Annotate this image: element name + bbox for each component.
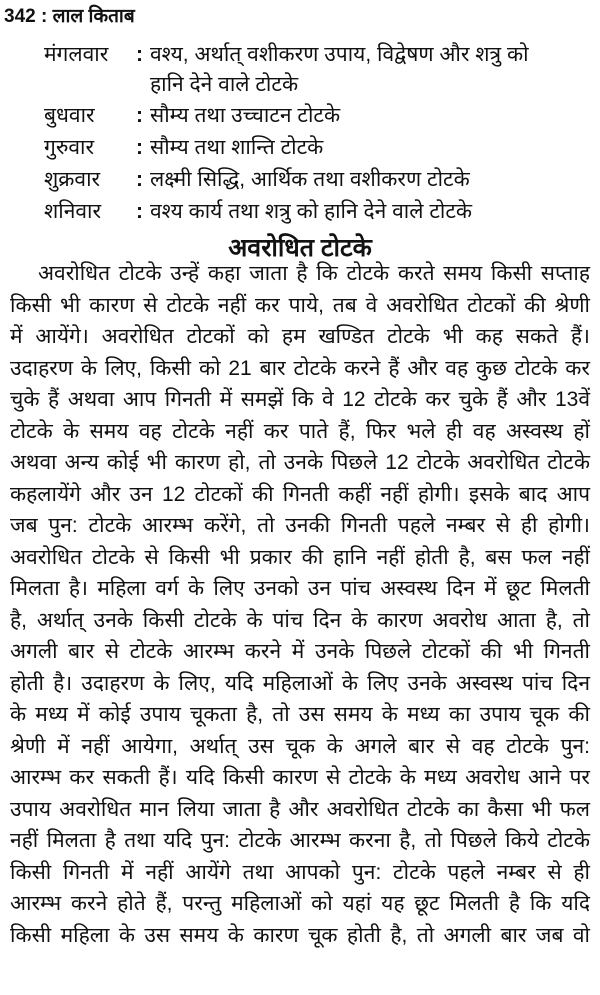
paragraph-line: आरम्भ कर सकती हैं। यदि किसी कारण से टोटके के मध्य अवरोध आने पर (10, 766, 590, 789)
paragraph-line: टोटके के समय वह टोटके नहीं कर पाते हैं, फिर भले ही वह अस्वस्थ हों (10, 419, 590, 443)
colon: : (136, 200, 143, 223)
running-header (4, 2, 135, 28)
weekday-label: बुधवार (44, 104, 95, 127)
paragraph-line: अवरोधित टोटके से किसी भी प्रकार की हानि नहीं होती है, बस फल नहीं (10, 545, 590, 569)
schedule-description: वश्य कार्य तथा शत्रु को हानि देने वाले टोटके (150, 200, 473, 223)
weekday-label: शनिवार (44, 200, 102, 223)
paragraph-line: किसी भी कारण से टोटके नहीं कर पाये, तब वे अवरोधित टोटकों की श्रेणी (10, 293, 590, 317)
schedule-row (44, 197, 472, 225)
paragraph-line: अगली बार से टोटके आरम्भ करने में उनके पिछले टोटकों की भी गिनती (10, 640, 590, 663)
header-separator: : (40, 6, 48, 27)
paragraph-line: आरम्भ करने होते हैं, परन्तु महिलाओं को यहां यह छूट मिलती है कि यदि (10, 892, 590, 915)
schedule-row (44, 40, 529, 68)
schedule-row (44, 101, 340, 129)
paragraph-line: श्रेणी में नहीं आयेगा, अर्थात् उस चूक के अगले बार से वह टोटके पुन: (10, 734, 590, 758)
paragraph-line: अवरोधित टोटके उन्हें कहा जाता है कि टोटके करते समय किसी सप्ताह (38, 262, 590, 285)
paragraph-line: के मध्य में कोई उपाय चूकता है, तो उस समय के मध्य का उपाय चूक की (10, 703, 590, 726)
schedule-row (44, 165, 470, 193)
colon: : (136, 168, 143, 191)
paragraph-line: होती है। उदाहरण के लिए, यदि महिलाओं के लिए उनके अस्वस्थ पांच दिन (10, 671, 590, 695)
paragraph-line: किसी गिनती में नहीं आयेंगे तथा आपको पुन: टोटके पहले नम्बर से ही (10, 860, 590, 884)
page-number: 342 (4, 6, 36, 27)
paragraph-line: नहीं मिलता है तथा यदि पुन: टोटके आरम्भ करना है, तो पिछले किये टोटके (10, 829, 590, 852)
paragraph-line: अथवा अन्य कोई भी कारण हो, तो उनके पिछले 12 टोटके अवरोधित टोटके (10, 451, 590, 474)
weekday-label: शुक्रवार (44, 168, 101, 191)
paragraph-line: चुके हैं अथवा आप गिनती में समझें कि वे 12 टोटके कर चुके हैं और 13वें (10, 388, 590, 411)
colon: : (136, 43, 143, 66)
schedule-description: सौम्य तथा शान्ति टोटके (150, 136, 324, 159)
colon: : (136, 104, 143, 127)
paragraph-line: कहलायेंगे और उन 12 टोटकों की गिनती कहीं नहीं होगी। इसके बाद आप (10, 482, 590, 506)
paragraph-line: मिलता है। महिला वर्ग के लिए उनको उन पांच अस्वस्थ दिन में छूट मिलती (10, 577, 590, 600)
paragraph-line: जब पुन: टोटके आरम्भ करेंगे, तो उनकी गिनती पहले नम्बर से ही होगी। (10, 514, 590, 537)
schedule-description-continued: हानि देने वाले टोटके (150, 73, 299, 96)
paragraph-line: में आयेंगे। अवरोधित टोटकों को हम खण्डित टोटके भी कह सकते हैं। (10, 325, 590, 348)
schedule-description: वश्य, अर्थात् वशीकरण उपाय, विद्वेषण और शत्रु को (150, 43, 529, 66)
schedule-row (44, 133, 323, 161)
book-title: लाल किताब (52, 6, 135, 27)
paragraph-line: उदाहरण के लिए, किसी को 21 बार टोटके करने हैं और वह कुछ टोटके कर (10, 356, 590, 380)
paragraph-line: है, अर्थात् उनके किसी टोटके के पांच दिन के कारण अवरोध आता है, तो (10, 608, 590, 632)
weekday-label: मंगलवार (44, 43, 109, 66)
paragraph-line: उपाय अवरोधित मान लिया जाता है और अवरोधित टोटके का कैसा भी फल (10, 797, 590, 821)
section-heading: अवरोधित टोटके (228, 234, 372, 262)
colon: : (136, 136, 143, 159)
paragraph-line: किसी महिला के उस समय के कारण चूक होती है, तो अगली बार जब वो (10, 923, 590, 947)
weekday-label: गुरुवार (44, 136, 95, 159)
schedule-description: लक्ष्मी सिद्धि, आर्थिक तथा वशीकरण टोटके (150, 168, 470, 191)
schedule-description: सौम्य तथा उच्चाटन टोटके (150, 104, 341, 127)
